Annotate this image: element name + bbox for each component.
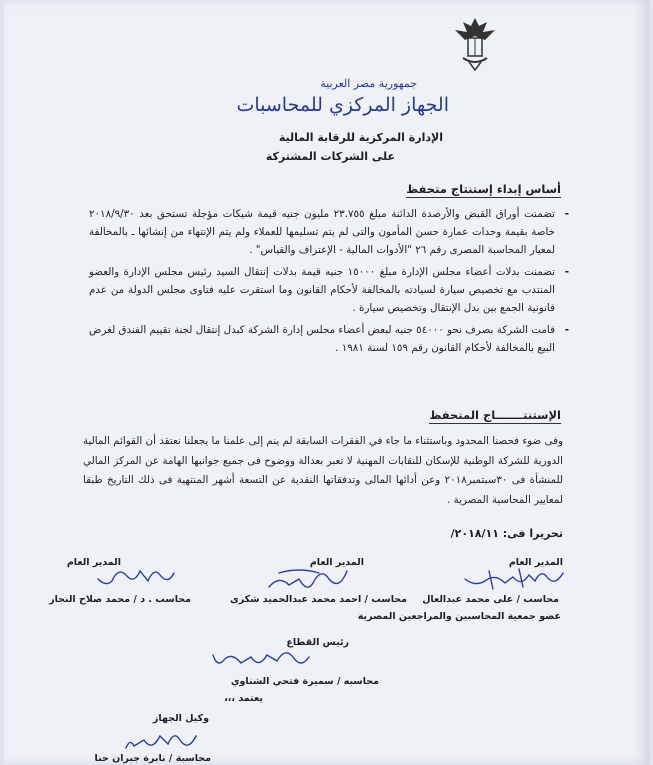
finding-item: - قامت الشركة بصرف نحو ٥٤٠٠٠ جنيه لبعض أعضاء مجلس إدارة الشركة كبدل إنتقال لجنة تقييم الفندق لغرض البيع بالمخالفة لأحكام القانون رقم ١٥٩ لسنة ١٩٨١ .: [89, 321, 569, 357]
deputy-label: وكيل الجهاز: [152, 713, 209, 724]
department-line-2: على الشركات المشتركة: [265, 150, 395, 163]
approval-text: يعتمد ،،،: [224, 693, 263, 704]
agency-name: الجهاز المركزي للمحاسبات: [236, 94, 449, 116]
signature-middle: [259, 565, 354, 595]
republic-name: جمهورية مصر العربية: [320, 77, 417, 90]
signatory-name-left: محاسب . د / محمد صلاح النجار: [49, 594, 191, 605]
finding-item: - تضمنت أوراق القبض والأرصدة الدائنة مبلغ ٢٣.٧٥٥ مليون جنيه قيمة شيكات مؤجلة تستحق بعد ٢٠١٨/٩/٣٠ خاصة بقيمة وحدات عمارة حسن المأمون والتى لم يتم تسليمها للعملاء ولم يتم الإنتهاء من إنشائها ـ بالمخالفة لمعيار المحاسبة المصرى رقم ٢٦ "الأدوات المالية - الإعتراف والقياس" .: [89, 205, 569, 259]
signature-left: [94, 563, 179, 591]
conclusion-paragraph: وفى ضوء فحصنا المحدود وباستثناء ما جاء في الفقرات السابقة لم ينم إلى علمنا ما يجعلنا نعتقد أن القوائم المالية الدورية للشركة الوطنية للإسكان للنقابات المهنية لا تعبر بعدالة ووضوح فى جميع جوانبها الهامة عن المركز المالي للمنشأة فى ٣٠سبتمبر٢٠١٨ وعن أدائها المالى وتدفقاتها النقدية عن التسعة أشهر المنتهية فى ذلك التاريخ طبقا لمعايير المحاسبة المصرية .: [83, 435, 564, 506]
gm-label-left: المدير العام: [66, 557, 121, 568]
findings-list: [89, 205, 569, 361]
document-page: [4, 0, 649, 765]
eagle-emblem-icon: [449, 14, 501, 74]
signatory-name-right: محاسب / على محمد عبدالعال: [422, 594, 559, 605]
department-line-1: الإدارة المركزية للرقابة المالية: [278, 131, 443, 144]
signatory-name-middle: محاسب / احمد محمد عبدالحميد شكرى: [230, 594, 407, 605]
signature-right: [459, 565, 569, 593]
section-title-basis: أساس إبداء إستنتاج متحفظ: [406, 182, 561, 196]
gm-label-middle: المدير العام: [309, 557, 364, 568]
sector-head-name: محاسبه / سميرة فتحي الشناوي: [230, 676, 379, 687]
date-line: تحريرا فى: ٢٠١٨/١١/: [450, 527, 563, 540]
deputy-name: محاسبة / نابرة جبران حنا: [94, 753, 211, 764]
gm-label-right: المدير العام: [508, 557, 563, 568]
signature-deputy: [122, 726, 202, 756]
signatory-title-right: عضو جمعية المحاسبين والمراجعين المصرية: [357, 611, 561, 622]
sector-head-label: رئيس القطاع: [286, 637, 349, 648]
signature-sector-head: [209, 645, 314, 673]
section-title-conclusion: الإستنتـــــــاج المتحفظ: [429, 408, 561, 422]
finding-item: - تضمنت بدلات أعضاء مجلس الإدارة مبلغ ١٥٠٠٠ جنيه قيمة بدلات إنتقال السيد رئيس مجلس الإدارة والعضو المنتدب مع تخصيص سيارة لسيادته بالمخالفة لأحكام القانون وما استقرت عليه فتاوى مجلس الدولة من عدم قانونية الجمع بين بدل الإنتقال وتخصيص سيارة .: [89, 263, 569, 317]
